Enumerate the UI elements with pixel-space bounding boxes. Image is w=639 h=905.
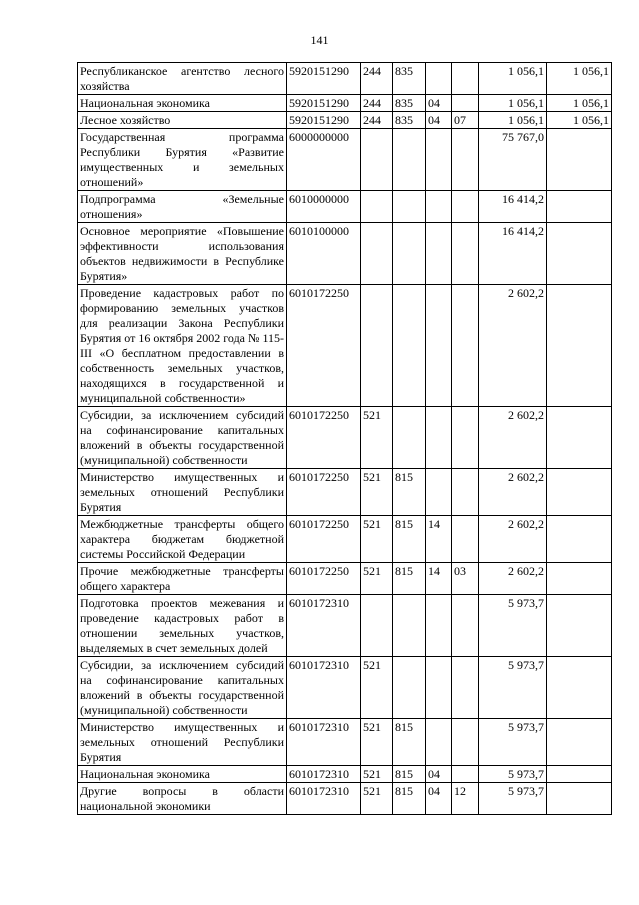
section-cell: 04 <box>426 783 452 815</box>
table-row <box>78 719 612 766</box>
ministry-code-cell <box>393 129 426 191</box>
table-row <box>78 469 612 516</box>
amount-cell: 75 767,0 <box>479 129 547 191</box>
ministry-code-cell <box>393 657 426 719</box>
table-row <box>78 595 612 657</box>
subsection-cell <box>452 407 479 469</box>
expense-type-cell: 521 <box>361 783 393 815</box>
target-article-cell: 5920151290 <box>287 63 361 95</box>
amount-second-cell <box>547 766 612 783</box>
expense-type-cell: 521 <box>361 657 393 719</box>
subsection-cell <box>452 766 479 783</box>
target-article-cell: 6010172250 <box>287 516 361 563</box>
expense-type-cell: 521 <box>361 469 393 516</box>
table-row <box>78 766 612 783</box>
amount-second-cell <box>547 719 612 766</box>
subsection-cell <box>452 191 479 223</box>
table-row <box>78 191 612 223</box>
expense-type-cell <box>361 223 393 285</box>
subsection-cell <box>452 595 479 657</box>
ministry-code-cell <box>393 285 426 407</box>
row-name-cell: Республиканское агентство лесного хозяйства <box>78 63 287 95</box>
section-cell <box>426 657 452 719</box>
subsection-cell: 07 <box>452 112 479 129</box>
amount-second-cell <box>547 223 612 285</box>
section-cell <box>426 719 452 766</box>
amount-cell: 2 602,2 <box>479 407 547 469</box>
table-row <box>78 112 612 129</box>
section-cell: 04 <box>426 112 452 129</box>
amount-second-cell <box>547 129 612 191</box>
section-cell <box>426 223 452 285</box>
ministry-code-cell <box>393 191 426 223</box>
amount-cell: 5 973,7 <box>479 783 547 815</box>
section-cell <box>426 469 452 516</box>
target-article-cell: 6010172250 <box>287 285 361 407</box>
section-cell <box>426 595 452 657</box>
row-name-cell: Субсидии, за исключением субсидий на софинансирование капитальных вложений в объекты государственной (муниципальной) собственности <box>78 657 287 719</box>
row-name-cell: Прочие межбюджетные трансферты общего характера <box>78 563 287 595</box>
amount-second-cell <box>547 191 612 223</box>
target-article-cell: 5920151290 <box>287 112 361 129</box>
amount-second-cell <box>547 285 612 407</box>
ministry-code-cell: 815 <box>393 563 426 595</box>
section-cell: 04 <box>426 766 452 783</box>
expense-type-cell <box>361 285 393 407</box>
expense-type-cell: 244 <box>361 95 393 112</box>
row-name-cell: Основное мероприятие «Повышение эффективности использования объектов недвижимости в Республике Бурятия» <box>78 223 287 285</box>
target-article-cell: 6010100000 <box>287 223 361 285</box>
section-cell <box>426 407 452 469</box>
row-name-cell: Межбюджетные трансферты общего характера бюджетам бюджетной системы Российской Федерации <box>78 516 287 563</box>
subsection-cell <box>452 657 479 719</box>
amount-second-cell <box>547 595 612 657</box>
section-cell <box>426 129 452 191</box>
table-row <box>78 407 612 469</box>
row-name-cell: Субсидии, за исключением субсидий на софинансирование капитальных вложений в объекты государственной (муниципальной) собственности <box>78 407 287 469</box>
table-row <box>78 563 612 595</box>
ministry-code-cell: 815 <box>393 516 426 563</box>
section-cell: 04 <box>426 95 452 112</box>
section-cell: 14 <box>426 563 452 595</box>
table-row <box>78 129 612 191</box>
page-number: 141 <box>310 33 329 47</box>
section-cell <box>426 285 452 407</box>
row-name-cell: Национальная экономика <box>78 766 287 783</box>
ministry-code-cell: 815 <box>393 783 426 815</box>
amount-cell: 2 602,2 <box>479 469 547 516</box>
target-article-cell: 6010172310 <box>287 766 361 783</box>
table-row <box>78 285 612 407</box>
expense-type-cell: 521 <box>361 719 393 766</box>
section-cell <box>426 191 452 223</box>
target-article-cell: 6010172250 <box>287 407 361 469</box>
target-article-cell: 6010172310 <box>287 595 361 657</box>
expense-type-cell <box>361 129 393 191</box>
subsection-cell <box>452 719 479 766</box>
row-name-cell: Лесное хозяйство <box>78 112 287 129</box>
subsection-cell <box>452 63 479 95</box>
ministry-code-cell: 835 <box>393 63 426 95</box>
amount-second-cell <box>547 407 612 469</box>
amount-cell: 5 973,7 <box>479 719 547 766</box>
expense-type-cell: 244 <box>361 112 393 129</box>
amount-cell: 1 056,1 <box>479 95 547 112</box>
amount-cell: 2 602,2 <box>479 563 547 595</box>
expense-type-cell: 521 <box>361 407 393 469</box>
row-name-cell: Министерство имущественных и земельных отношений Республики Бурятия <box>78 719 287 766</box>
expense-type-cell: 521 <box>361 516 393 563</box>
amount-cell: 5 973,7 <box>479 595 547 657</box>
target-article-cell: 6010172310 <box>287 657 361 719</box>
table-body <box>78 63 612 815</box>
amount-second-cell <box>547 783 612 815</box>
amount-cell: 2 602,2 <box>479 516 547 563</box>
table-row <box>78 223 612 285</box>
amount-second-cell <box>547 469 612 516</box>
ministry-code-cell: 835 <box>393 112 426 129</box>
amount-cell: 16 414,2 <box>479 191 547 223</box>
subsection-cell <box>452 129 479 191</box>
expense-type-cell: 521 <box>361 766 393 783</box>
amount-second-cell: 1 056,1 <box>547 112 612 129</box>
row-name-cell: Министерство имущественных и земельных отношений Республики Бурятия <box>78 469 287 516</box>
section-cell <box>426 63 452 95</box>
amount-second-cell: 1 056,1 <box>547 63 612 95</box>
amount-second-cell <box>547 516 612 563</box>
amount-second-cell <box>547 563 612 595</box>
ministry-code-cell: 815 <box>393 766 426 783</box>
target-article-cell: 6000000000 <box>287 129 361 191</box>
row-name-cell: Подпрограмма «Земельные отношения» <box>78 191 287 223</box>
table-row <box>78 95 612 112</box>
amount-cell: 5 973,7 <box>479 766 547 783</box>
expense-type-cell: 521 <box>361 563 393 595</box>
subsection-cell <box>452 223 479 285</box>
row-name-cell: Государственная программа Республики Бурятия «Развитие имущественных и земельных отношений» <box>78 129 287 191</box>
subsection-cell: 12 <box>452 783 479 815</box>
table-row <box>78 657 612 719</box>
target-article-cell: 6010172310 <box>287 719 361 766</box>
section-cell: 14 <box>426 516 452 563</box>
amount-cell: 2 602,2 <box>479 285 547 407</box>
ministry-code-cell: 815 <box>393 719 426 766</box>
target-article-cell: 6010172250 <box>287 563 361 595</box>
ministry-code-cell: 815 <box>393 469 426 516</box>
expense-type-cell <box>361 191 393 223</box>
table-row <box>78 63 612 95</box>
target-article-cell: 6010172250 <box>287 469 361 516</box>
ministry-code-cell <box>393 223 426 285</box>
amount-second-cell <box>547 657 612 719</box>
table-row <box>78 783 612 815</box>
target-article-cell: 5920151290 <box>287 95 361 112</box>
amount-second-cell: 1 056,1 <box>547 95 612 112</box>
ministry-code-cell <box>393 407 426 469</box>
row-name-cell: Другие вопросы в области национальной экономики <box>78 783 287 815</box>
row-name-cell: Национальная экономика <box>78 95 287 112</box>
budget-table <box>77 62 612 815</box>
subsection-cell <box>452 469 479 516</box>
amount-cell: 1 056,1 <box>479 112 547 129</box>
expense-type-cell <box>361 595 393 657</box>
ministry-code-cell: 835 <box>393 95 426 112</box>
amount-cell: 5 973,7 <box>479 657 547 719</box>
amount-cell: 1 056,1 <box>479 63 547 95</box>
subsection-cell: 03 <box>452 563 479 595</box>
subsection-cell <box>452 285 479 407</box>
row-name-cell: Проведение кадастровых работ по формированию земельных участков для реализации Закона Республики Бурятия от 16 октября 2002 года № 115-III «О бесплатном предоставлении в собственность земельных участков, находящихся в государственной и муниципальной собственности» <box>78 285 287 407</box>
row-name-cell: Подготовка проектов межевания и проведение кадастровых работ в отношении земельных участков, выделяемых в счет земельных долей <box>78 595 287 657</box>
target-article-cell: 6010172310 <box>287 783 361 815</box>
expense-type-cell: 244 <box>361 63 393 95</box>
subsection-cell <box>452 516 479 563</box>
table-row <box>78 516 612 563</box>
ministry-code-cell <box>393 595 426 657</box>
amount-cell: 16 414,2 <box>479 223 547 285</box>
subsection-cell <box>452 95 479 112</box>
target-article-cell: 6010000000 <box>287 191 361 223</box>
